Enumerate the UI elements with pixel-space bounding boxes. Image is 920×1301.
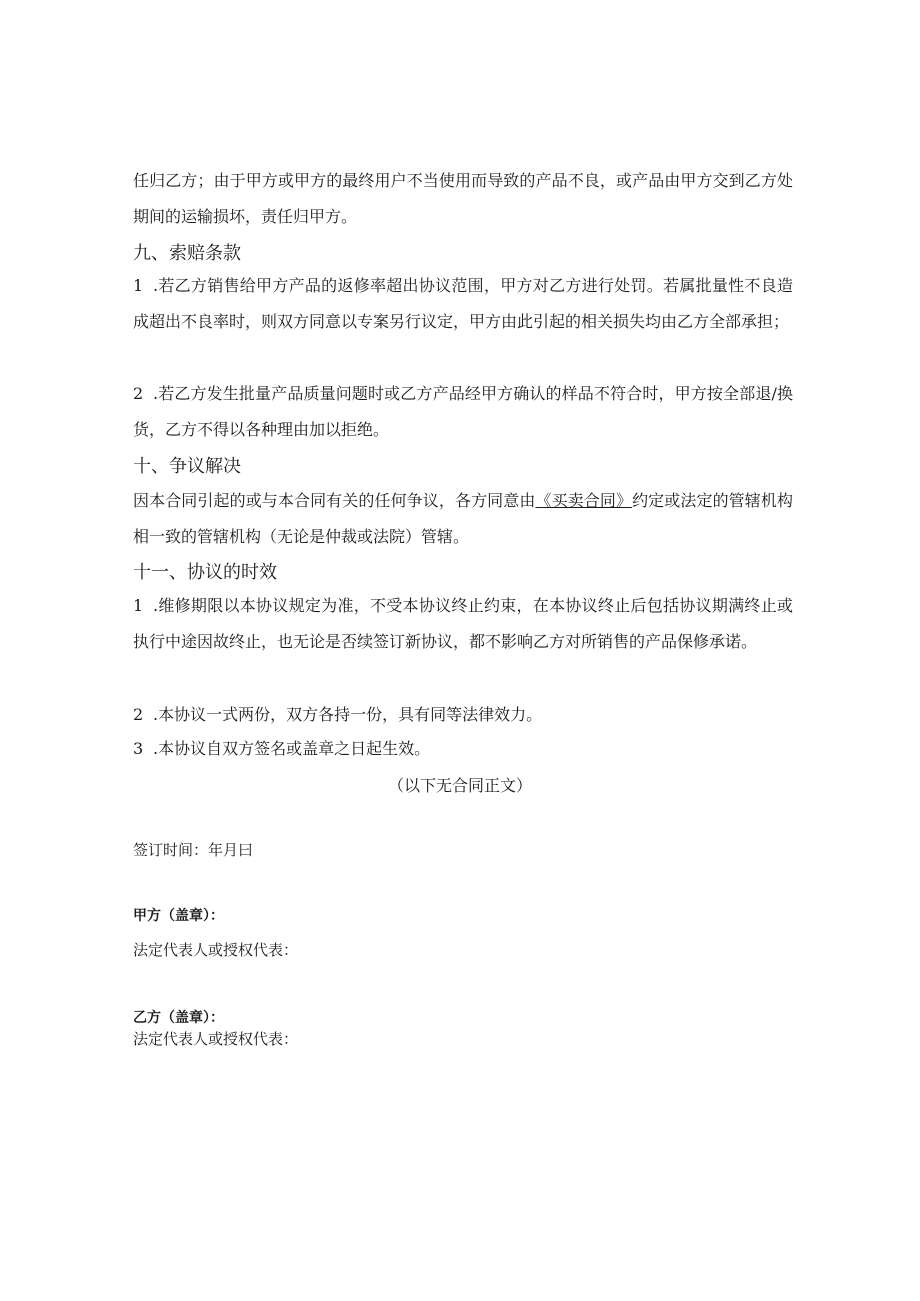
item-text: .维修期限以本协议规定为准，不受本协议终止约束，在本协议终止后包括协议期满终止或执行中途因故终止，也无论是否续签订新协议，都不影响乙方对所销售的产品保修承诺。 xyxy=(133,596,793,651)
section-11-item-1 xyxy=(133,588,793,660)
item-text: .本协议一式两份，双方各持一份，具有同等法律效力。 xyxy=(153,705,543,724)
item-number: 3 xyxy=(133,739,144,758)
item-text: .若乙方发生批量产品质量问题时或乙方产品经甲方确认的样品不符合时，甲方按全部退/换货，乙方不得以各种理由加以拒绝。 xyxy=(133,384,793,439)
party-b-seal-label: 乙方（盖章）： xyxy=(133,1010,224,1026)
item-number: 2 xyxy=(133,384,144,403)
section-11-item-3 xyxy=(133,731,793,767)
text-after-link: 约定或法定的管辖机构相一致的管辖机构（无论是仲裁或法院）管辖。 xyxy=(133,491,793,546)
item-number: 1 xyxy=(133,596,144,615)
party-b-representative: 法定代表人或授权代表： xyxy=(133,1030,299,1048)
item-text: .若乙方销售给甲方产品的返修率超出协议范围，甲方对乙方进行处罚。若属批量性不良造成超出不良率时，则双方同意以专案另行议定，甲方由此引起的相关损失均由乙方全部承担； xyxy=(133,276,793,331)
contract-reference-link[interactable]: 《买卖合同》 xyxy=(535,491,633,510)
party-a-seal-label: 甲方（盖章）： xyxy=(133,908,224,924)
section-9-heading: 九、索赔条款 xyxy=(133,243,241,264)
text-before-link: 因本合同引起的或与本合同有关的任何争议，各方同意由 xyxy=(133,491,536,510)
party-a-representative: 法定代表人或授权代表： xyxy=(133,941,299,959)
end-of-contract-note: （以下无合同正文） xyxy=(387,776,532,795)
section-11-item-2 xyxy=(133,697,793,733)
item-number: 1 xyxy=(133,276,144,295)
section-11-heading: 十一、协议的时效 xyxy=(133,562,277,583)
section-9-item-1 xyxy=(133,268,793,340)
section-8-tail: 任归乙方；由于甲方或甲方的最终用户不当使用而导致的产品不良，或产品由甲方交到乙方处期间的运输损坏，责任归甲方。 xyxy=(133,171,793,226)
section-10-text xyxy=(133,483,793,555)
item-text: .本协议自双方签名或盖章之日起生效。 xyxy=(153,739,431,758)
section-9-item-2 xyxy=(133,376,793,448)
section-10-heading: 十、争议解决 xyxy=(133,456,241,477)
item-number: 2 xyxy=(133,705,144,724)
signing-time: 签订时间：年月曰 xyxy=(133,841,254,859)
